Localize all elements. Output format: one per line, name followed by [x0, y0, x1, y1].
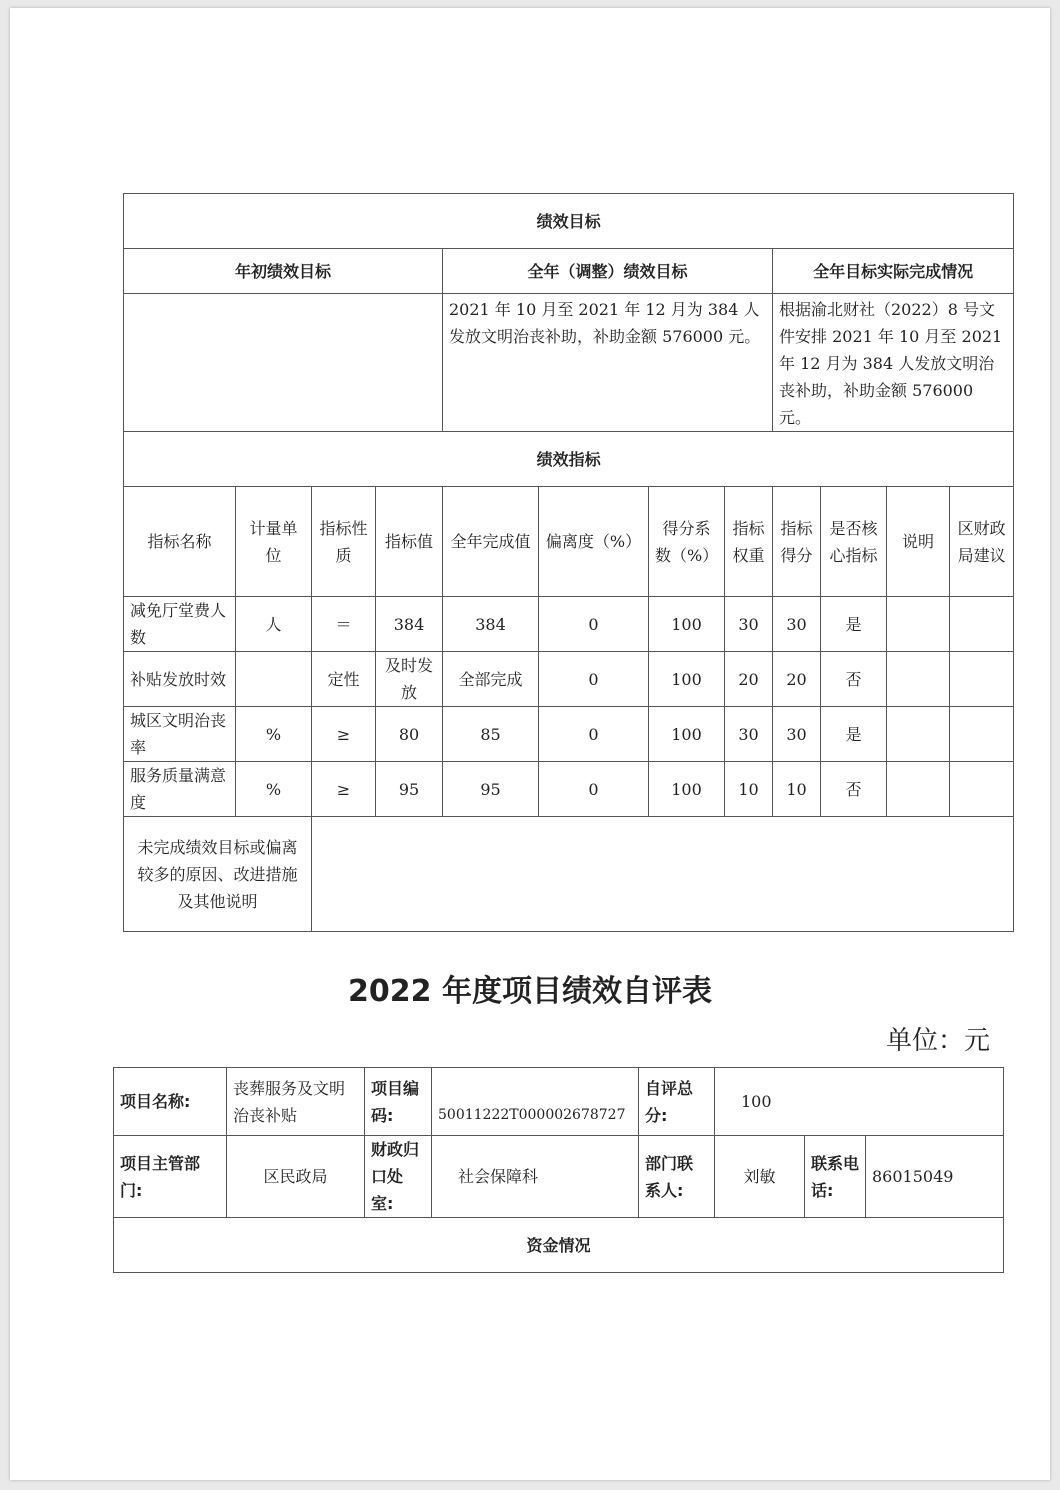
table-cell: 0	[539, 762, 649, 817]
finance-value: 社会保障科	[432, 1136, 639, 1218]
table-cell	[887, 762, 950, 817]
table-cell: 30	[725, 597, 773, 652]
table-cell: 30	[725, 707, 773, 762]
goals-header: 绩效目标	[124, 194, 1014, 249]
table-cell: ≥	[312, 762, 376, 817]
table-cell: 100	[649, 597, 725, 652]
table-cell: 30	[773, 707, 821, 762]
actual-completion-text: 根据渝北财社（2022）8 号文件安排 2021 年 10 月至 2021 年 12 月为 384 人发放文明治丧补助，补助金额 576000 元。	[773, 294, 1014, 432]
remarks-label: 未完成绩效目标或偏离较多的原因、改进措施及其他说明	[124, 817, 312, 932]
score-label: 自评总分:	[639, 1068, 715, 1136]
col-header: 指标名称	[124, 487, 236, 597]
table-cell: ≥	[312, 707, 376, 762]
table-cell: 减免厅堂费人数	[124, 597, 236, 652]
table-cell: 服务质量满意度	[124, 762, 236, 817]
table-cell: ＝	[312, 597, 376, 652]
table-cell: 384	[443, 597, 539, 652]
table-cell: 0	[539, 597, 649, 652]
unit-label: 单位：元	[885, 1026, 990, 1056]
table-cell	[887, 707, 950, 762]
table-cell	[887, 652, 950, 707]
table-row	[124, 762, 1014, 817]
table-cell: 是	[821, 707, 887, 762]
table-cell: 0	[539, 652, 649, 707]
phone-value: 86015049	[866, 1136, 1004, 1218]
remarks-value	[312, 817, 1014, 932]
initial-goal-header: 年初绩效目标	[124, 249, 443, 294]
phone-label: 联系电话:	[805, 1136, 866, 1218]
project-info-table	[113, 1067, 1004, 1273]
table-cell: 否	[821, 652, 887, 707]
performance-table	[123, 193, 1014, 932]
table-row	[124, 707, 1014, 762]
table-cell: 20	[725, 652, 773, 707]
contact-value: 刘敏	[715, 1136, 805, 1218]
table-cell	[950, 707, 1014, 762]
col-header: 指标权重	[725, 487, 773, 597]
col-header: 说明	[887, 487, 950, 597]
table-cell: 是	[821, 597, 887, 652]
table-cell: 10	[773, 762, 821, 817]
table-cell	[950, 597, 1014, 652]
table-cell: 95	[443, 762, 539, 817]
project-code-label: 项目编码:	[365, 1068, 432, 1136]
table-cell: 10	[725, 762, 773, 817]
table-cell: %	[236, 762, 312, 817]
dept-value: 区民政局	[227, 1136, 365, 1218]
table-cell: 补贴发放时效	[124, 652, 236, 707]
table-cell: 全部完成	[443, 652, 539, 707]
table-cell: 定性	[312, 652, 376, 707]
table-cell: 100	[649, 762, 725, 817]
col-header: 计量单位	[236, 487, 312, 597]
table-row	[124, 652, 1014, 707]
funds-header: 资金情况	[114, 1218, 1004, 1273]
finance-label: 财政归口处室:	[365, 1136, 432, 1218]
table-cell: 100	[649, 707, 725, 762]
col-header: 指标性质	[312, 487, 376, 597]
table-cell	[887, 597, 950, 652]
col-header: 全年完成值	[443, 487, 539, 597]
col-header: 指标值	[376, 487, 443, 597]
indicators-header: 绩效指标	[124, 432, 1014, 487]
actual-completion-header: 全年目标实际完成情况	[773, 249, 1014, 294]
col-header: 偏离度（%）	[539, 487, 649, 597]
project-code-value: 50011222T000002678727	[432, 1068, 639, 1136]
col-header: 得分系数（%）	[649, 487, 725, 597]
col-header: 区财政局建议	[950, 487, 1014, 597]
table-cell	[236, 652, 312, 707]
table-cell: 及时发放	[376, 652, 443, 707]
initial-goal-text	[124, 294, 443, 432]
table-cell: 20	[773, 652, 821, 707]
dept-label: 项目主管部门:	[114, 1136, 227, 1218]
col-header: 指标得分	[773, 487, 821, 597]
project-name-label: 项目名称:	[114, 1068, 227, 1136]
contact-label: 部门联系人:	[639, 1136, 715, 1218]
table-cell: 95	[376, 762, 443, 817]
table-cell: 100	[649, 652, 725, 707]
table-cell: 0	[539, 707, 649, 762]
table-cell: 85	[443, 707, 539, 762]
page-title: 2022 年度项目绩效自评表	[348, 974, 712, 1009]
table-cell: 30	[773, 597, 821, 652]
table-cell: 城区文明治丧率	[124, 707, 236, 762]
score-value: 100	[715, 1068, 1004, 1136]
adjusted-goal-text: 2021 年 10 月至 2021 年 12 月为 384 人发放文明治丧补助，补助金额 576000 元。	[443, 294, 773, 432]
adjusted-goal-header: 全年（调整）绩效目标	[443, 249, 773, 294]
col-header: 是否核心指标	[821, 487, 887, 597]
table-cell: 384	[376, 597, 443, 652]
project-name-value: 丧葬服务及文明治丧补贴	[227, 1068, 365, 1136]
table-cell	[950, 762, 1014, 817]
table-cell	[950, 652, 1014, 707]
table-cell: 80	[376, 707, 443, 762]
document-page	[10, 8, 1050, 1480]
table-cell: 否	[821, 762, 887, 817]
table-row	[124, 597, 1014, 652]
table-cell: 人	[236, 597, 312, 652]
table-cell: %	[236, 707, 312, 762]
